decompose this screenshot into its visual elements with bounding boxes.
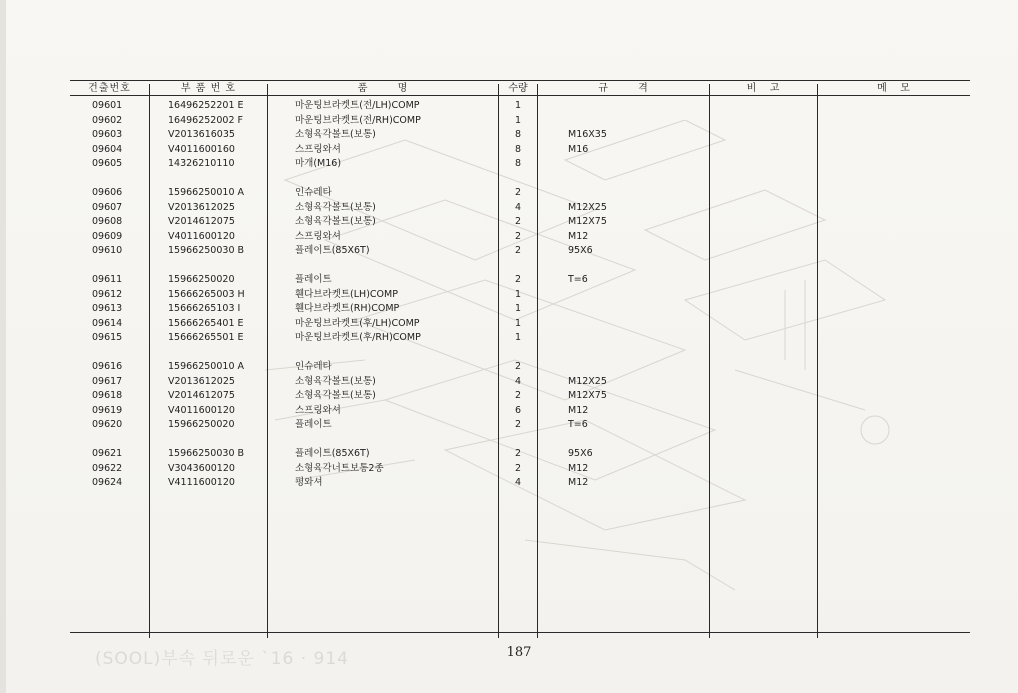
row-part-number: V2013616035 — [168, 129, 235, 140]
row-quantity: 1 — [514, 332, 522, 343]
row-spec: M12 — [568, 477, 589, 488]
row-part-number: 15666265103 I — [168, 303, 241, 314]
row-index: 09604 — [92, 143, 123, 155]
page-edge — [0, 0, 6, 693]
row-part-number: V3043600120 — [168, 462, 235, 474]
header-memo: 메 모 — [877, 83, 911, 94]
row-quantity: 8 — [514, 143, 522, 155]
row-spec: T=6 — [568, 419, 588, 430]
background-drawing — [265, 120, 965, 620]
row-quantity: 4 — [514, 477, 522, 488]
row-part-name: 마운팅브라켓트(후/RH)COMP — [295, 332, 421, 343]
row-part-name: 마운팅브라켓트(전/LH)COMP — [295, 100, 420, 111]
row-index: 09621 — [92, 448, 123, 459]
header-part-number: 부 품 번 호 — [180, 83, 237, 94]
row-part-name: 휀다브라켓트(LH)COMP — [295, 288, 398, 300]
row-quantity: 4 — [514, 201, 522, 213]
row-index: 09613 — [92, 303, 123, 314]
row-quantity: 2 — [514, 245, 522, 256]
header-remark: 비 고 — [746, 83, 781, 94]
column-divider — [817, 84, 818, 638]
row-spec: T=6 — [568, 274, 588, 285]
row-part-number: 16496252201 E — [168, 100, 244, 111]
row-index: 09601 — [92, 100, 123, 111]
column-divider — [267, 84, 268, 638]
table-bottom-rule — [70, 632, 970, 633]
header-part-name: 품 명 — [357, 83, 409, 94]
row-index: 09624 — [92, 477, 123, 488]
row-part-name: 소형육각볼트(보통) — [295, 201, 376, 213]
row-part-name: 플레이트 — [295, 419, 332, 430]
row-spec: M12X75 — [568, 216, 607, 227]
row-quantity: 2 — [514, 361, 522, 372]
row-quantity: 1 — [514, 114, 522, 126]
row-spec: M12X25 — [568, 201, 607, 213]
row-part-name: 소형육각볼트(보통) — [295, 375, 376, 387]
row-index: 09612 — [92, 288, 123, 300]
row-part-number: V2013612025 — [168, 375, 235, 387]
row-part-number: 15666265401 E — [168, 317, 244, 329]
row-index: 09614 — [92, 317, 123, 329]
row-index: 09622 — [92, 462, 123, 474]
header-spec: 규 격 — [598, 83, 649, 94]
row-part-number: 15666265003 H — [168, 288, 245, 300]
row-quantity: 1 — [514, 317, 522, 329]
table-top-rule — [70, 80, 970, 81]
row-part-number: V4011600160 — [168, 143, 235, 155]
row-part-name: 스프링와셔 — [295, 143, 341, 155]
row-quantity: 2 — [514, 390, 522, 401]
row-part-name: 플레이트(85X6T) — [295, 245, 370, 256]
row-quantity: 8 — [514, 158, 522, 169]
row-part-name: 플레이트(85X6T) — [295, 448, 370, 459]
row-index: 09603 — [92, 129, 123, 140]
row-spec: M12X25 — [568, 375, 607, 387]
row-quantity: 1 — [514, 288, 522, 300]
row-part-number: V4011600120 — [168, 230, 235, 242]
bleed-through-text: (SOOL)부속 뒤로운 `16 · 914 — [95, 649, 349, 669]
row-quantity: 2 — [514, 419, 522, 430]
row-spec: M12 — [568, 462, 589, 474]
page-number: 187 — [506, 645, 532, 660]
row-spec: M12 — [568, 230, 589, 242]
column-divider — [537, 84, 538, 638]
row-quantity: 2 — [514, 274, 522, 285]
row-quantity: 8 — [514, 129, 522, 140]
row-quantity: 2 — [514, 187, 522, 198]
row-part-number: 15966250010 A — [168, 187, 245, 198]
row-index: 09610 — [92, 245, 123, 256]
row-quantity: 2 — [514, 216, 522, 227]
row-index: 09616 — [92, 361, 123, 372]
row-spec: 95X6 — [568, 448, 593, 459]
row-quantity: 2 — [514, 448, 522, 459]
row-index: 09608 — [92, 216, 123, 227]
row-quantity: 2 — [514, 230, 522, 242]
row-part-name: 마운팅브라켓트(전/RH)COMP — [295, 114, 421, 126]
row-part-name: 마개(M16) — [295, 158, 342, 169]
row-spec: M16X35 — [568, 129, 607, 140]
row-part-name: 소형육각볼트(보통) — [295, 390, 376, 401]
row-part-number: V4111600120 — [168, 477, 235, 488]
row-part-number: 15966250010 A — [168, 361, 245, 372]
row-index: 09619 — [92, 404, 123, 416]
row-part-number: 15966250030 B — [168, 448, 245, 459]
row-part-number: 15966250020 — [168, 274, 235, 285]
row-part-number: V2014612075 — [168, 216, 235, 227]
row-part-name: 휀다브라켓트(RH)COMP — [295, 303, 400, 314]
row-part-number: 14326210110 — [168, 158, 235, 169]
header-quantity: 수량 — [508, 83, 528, 94]
row-index: 09607 — [92, 201, 123, 213]
row-index: 09606 — [92, 187, 123, 198]
row-index: 09602 — [92, 114, 123, 126]
row-part-number: V2014612075 — [168, 390, 235, 401]
row-part-number: 15666265501 E — [168, 332, 244, 343]
row-part-number: 15966250020 — [168, 419, 235, 430]
row-spec: M16 — [568, 143, 589, 155]
row-index: 09615 — [92, 332, 123, 343]
row-part-number: 16496252002 F — [168, 114, 243, 126]
row-part-name: 소형육각너트보통2종 — [295, 462, 384, 474]
row-index: 09617 — [92, 375, 123, 387]
row-part-number: V2013612025 — [168, 201, 235, 213]
row-index: 09609 — [92, 230, 123, 242]
column-divider — [709, 84, 710, 638]
row-quantity: 1 — [514, 303, 522, 314]
row-part-name: 스프링와셔 — [295, 404, 341, 416]
column-divider — [149, 84, 150, 638]
row-quantity: 6 — [514, 404, 522, 416]
row-part-name: 소형육각볼트(보통) — [295, 129, 376, 140]
row-index: 09605 — [92, 158, 123, 169]
row-part-name: 마운팅브라켓트(후/LH)COMP — [295, 317, 420, 329]
row-index: 09611 — [92, 274, 123, 285]
row-part-name: 평와셔 — [295, 477, 323, 488]
row-index: 09618 — [92, 390, 123, 401]
row-part-name: 스프링와셔 — [295, 230, 341, 242]
row-spec: M12X75 — [568, 390, 607, 401]
row-spec: M12 — [568, 404, 589, 416]
row-part-number: 15966250030 B — [168, 245, 245, 256]
header-index: 건출번호 — [88, 83, 131, 94]
row-quantity: 4 — [514, 375, 522, 387]
row-quantity: 2 — [514, 462, 522, 474]
row-part-number: V4011600120 — [168, 404, 235, 416]
row-spec: 95X6 — [568, 245, 593, 256]
row-index: 09620 — [92, 419, 123, 430]
header-rule — [70, 95, 970, 96]
row-quantity: 1 — [514, 100, 522, 111]
row-part-name: 인슈레타 — [295, 187, 332, 198]
row-part-name: 플레이트 — [295, 274, 332, 285]
row-part-name: 인슈레타 — [295, 361, 332, 372]
row-part-name: 소형육각볼트(보통) — [295, 216, 376, 227]
